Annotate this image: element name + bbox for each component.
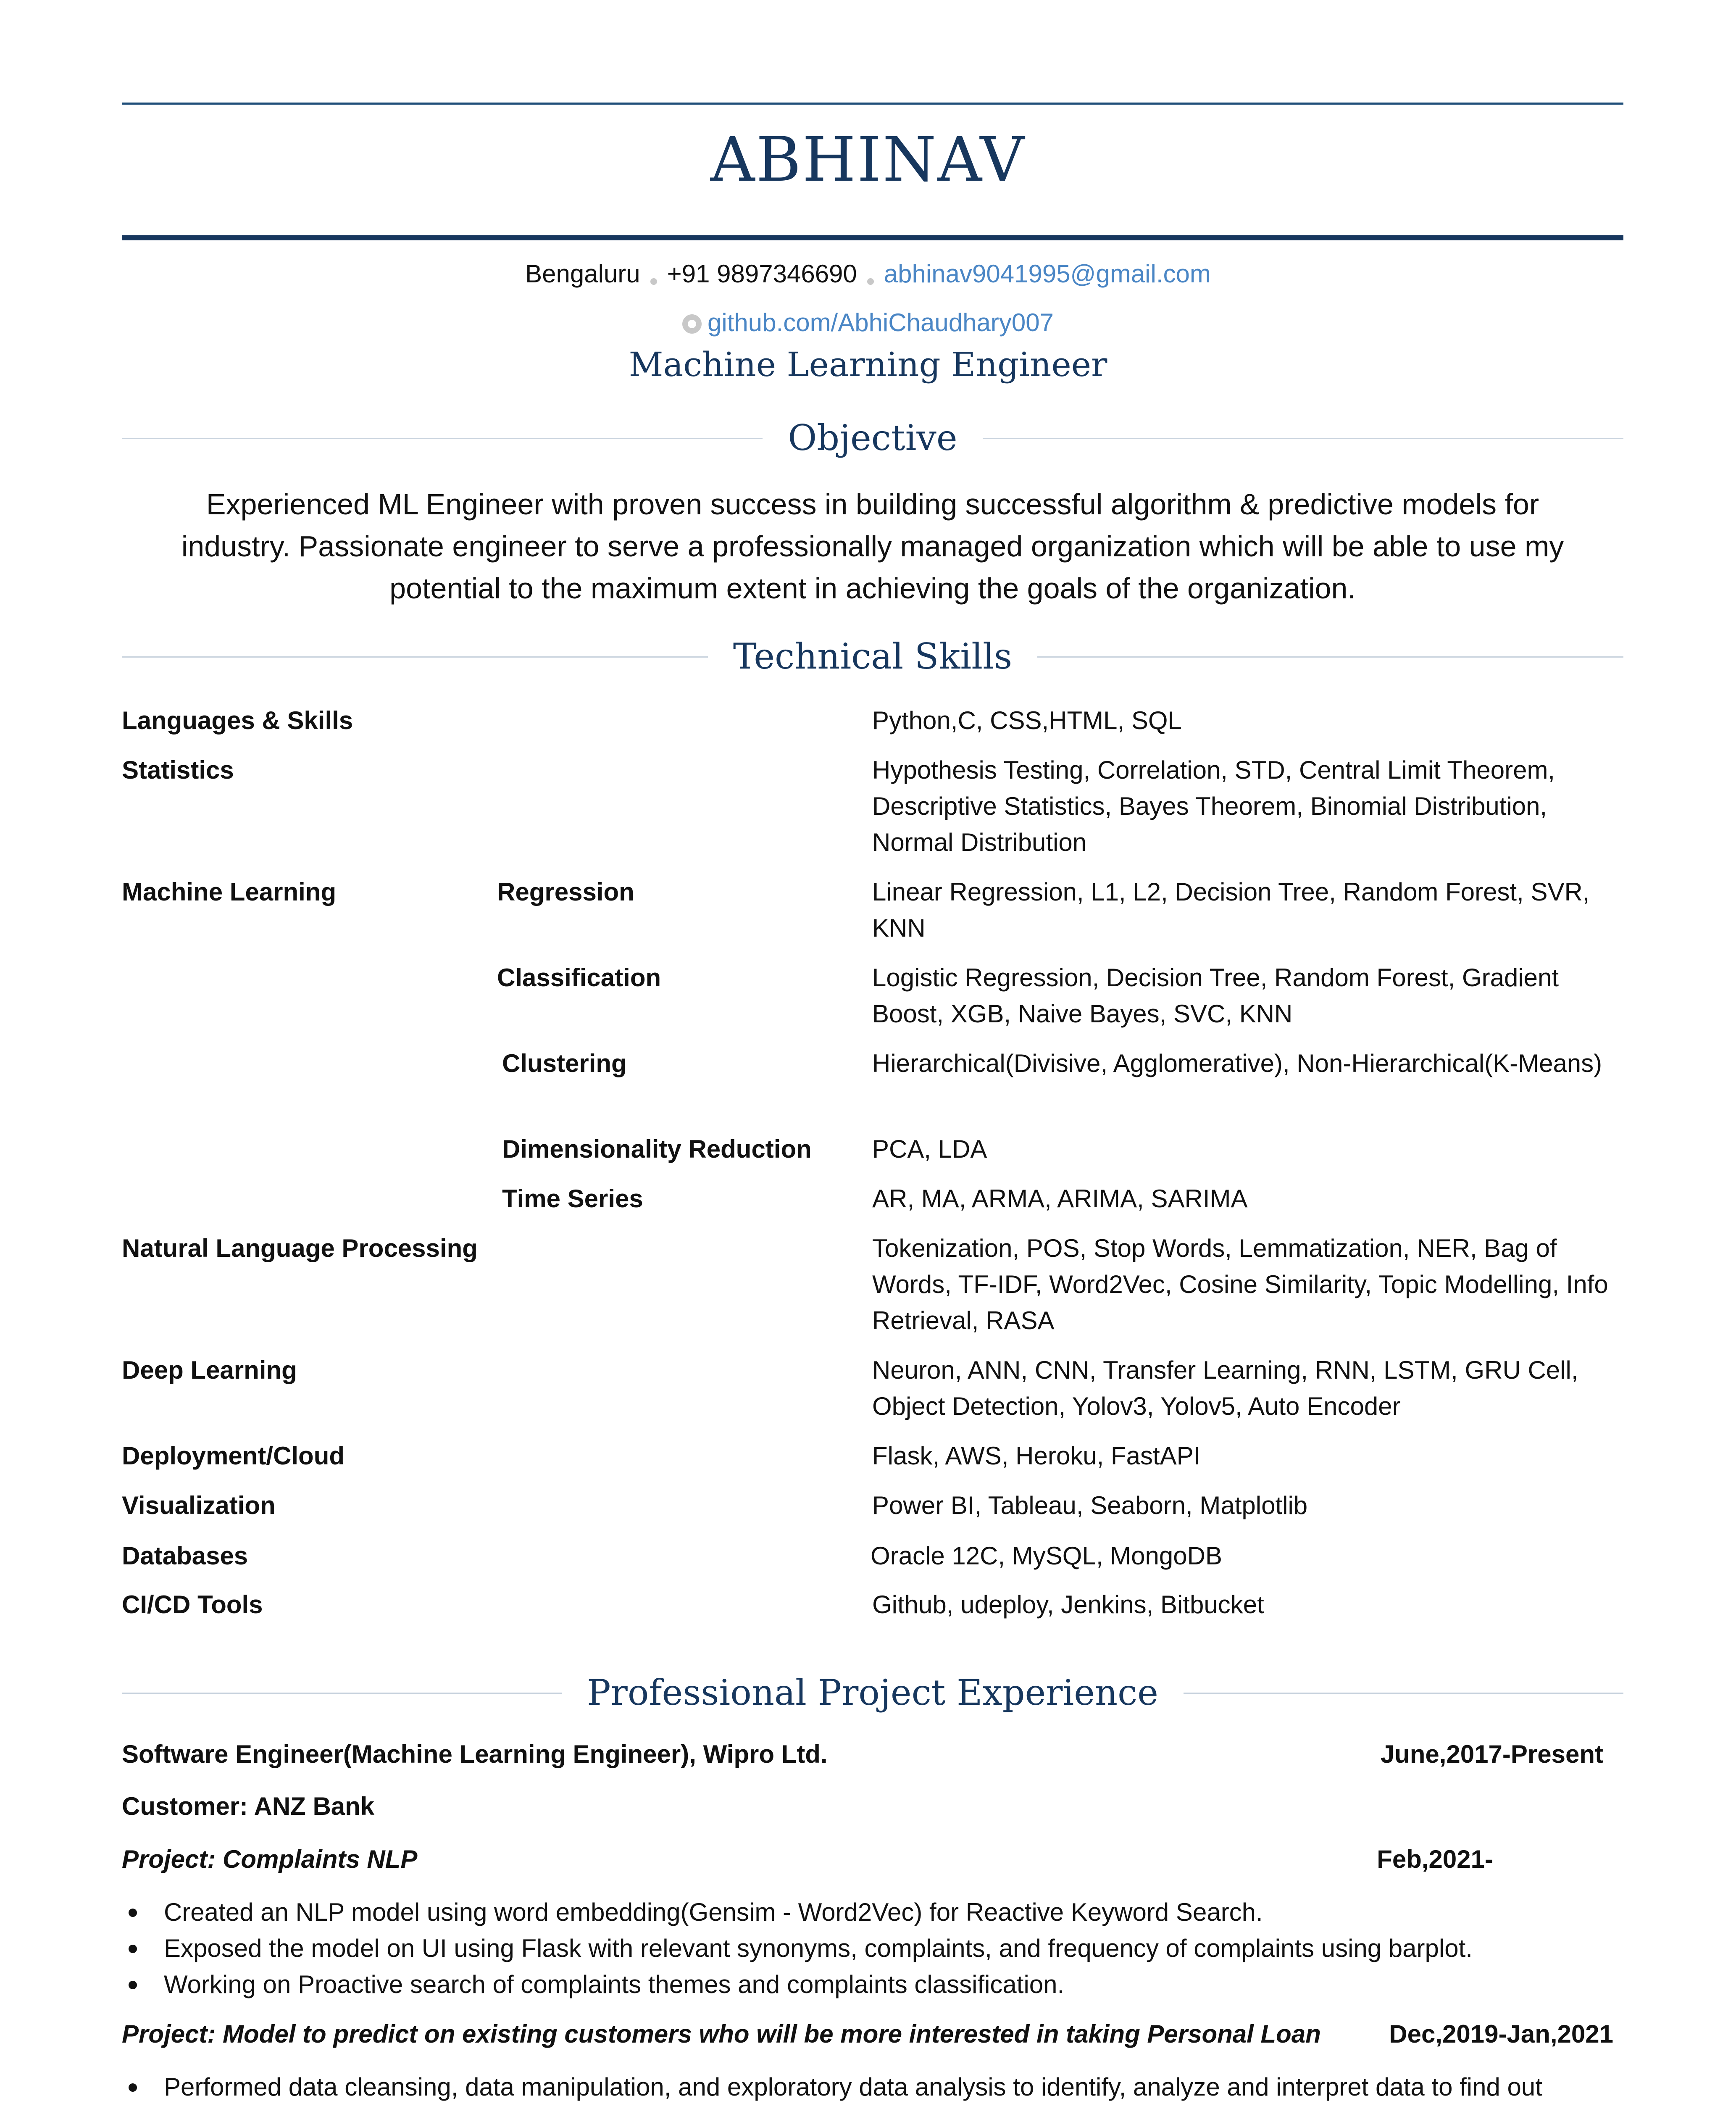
skill-category: CI/CD Tools bbox=[122, 1590, 263, 1619]
skill-value: Python,C, CSS,HTML, SQL bbox=[872, 706, 1182, 735]
skill-value: Linear Regression, L1, L2, Decision Tree, Random Forest, SVR, KNN bbox=[872, 878, 1590, 942]
skills-heading bbox=[122, 635, 1623, 677]
skill-value: AR, MA, ARMA, ARIMA, SARIMA bbox=[872, 1185, 1248, 1213]
skill-subcategory: Time Series bbox=[502, 1185, 643, 1213]
skill-category: Databases bbox=[122, 1542, 248, 1570]
skill-subcategory: Clustering bbox=[502, 1049, 627, 1077]
skill-category: Machine Learning bbox=[122, 878, 337, 906]
project-name: Project: Complaints NLP bbox=[122, 1845, 418, 1873]
section-title-text: Technical Skills bbox=[708, 636, 1037, 677]
skill-category: Deep Learning bbox=[122, 1356, 297, 1384]
skill-value: Hypothesis Testing, Correlation, STD, Central Limit Theorem, Descriptive Statistics, Bayes Theorem, Binomial Distribution, Normal Distribution bbox=[872, 756, 1555, 856]
skill-value: Flask, AWS, Heroku, FastAPI bbox=[872, 1442, 1201, 1470]
skill-value: Hierarchical(Divisive, Agglomerative), Non-Hierarchical(K-Means) bbox=[872, 1049, 1602, 1077]
skill-value: Tokenization, POS, Stop Words, Lemmatization, NER, Bag of Words, TF-IDF, Word2Vec, Cosine Similarity, Topic Modelling, Info Retrieval, RASA bbox=[872, 1234, 1608, 1335]
github-line bbox=[0, 306, 1736, 340]
section-title-text: Professional Project Experience bbox=[562, 1672, 1184, 1713]
skill-value: Logistic Regression, Decision Tree, Random Forest, Gradient Boost, XGB, Naive Bayes, SVC, KNN bbox=[872, 964, 1559, 1028]
skill-subcategory: Regression bbox=[497, 878, 634, 906]
section-title-text: Objective bbox=[763, 417, 982, 458]
objective-text: Experienced ML Engineer with proven success in building successful algorithm & predictive models for industry. Passionate engineer to serve a professionally managed organization which will be able to use my potential to the maximum extent in achieving the goals of the organization. bbox=[181, 488, 1564, 605]
experience-heading bbox=[122, 1672, 1623, 1714]
candidate-name: ABHINAV bbox=[710, 124, 1026, 195]
skills-title bbox=[122, 635, 1623, 677]
bullet-item: Exposed the model on UI using Flask with relevant synonyms, complaints, and frequency of complaints using barplot. bbox=[164, 1930, 1601, 1967]
name-underline bbox=[122, 235, 1623, 240]
skill-value: Github, udeploy, Jenkins, Bitbucket bbox=[872, 1590, 1264, 1619]
skill-value: PCA, LDA bbox=[872, 1135, 987, 1163]
project-dates: Dec,2019-Jan,2021 bbox=[1389, 2020, 1613, 2048]
objective-heading bbox=[122, 417, 1623, 459]
job-dates: June,2017-Present bbox=[1380, 1740, 1603, 1768]
job-role-title: Machine Learning Engineer bbox=[629, 345, 1107, 384]
skill-category: Statistics bbox=[122, 756, 234, 784]
contact-line bbox=[0, 257, 1736, 291]
skill-value: Oracle 12C, MySQL, MongoDB bbox=[871, 1542, 1222, 1570]
skill-value: Power BI, Tableau, Seaborn, Matplotlib bbox=[872, 1491, 1308, 1519]
project-dates: Feb,2021- bbox=[1377, 1845, 1493, 1873]
project-name: Project: Model to predict on existing customers who will be more interested in taking Personal Loan bbox=[122, 2020, 1321, 2048]
bullet-item: Performed data cleansing, data manipulation, and exploratory data analysis to identify, analyze and interpret data to find out bbox=[164, 2069, 1601, 2101]
skill-category: Deployment/Cloud bbox=[122, 1442, 345, 1470]
email-link[interactable]: abhinav9041995@gmail.com bbox=[884, 260, 1211, 288]
project-bullet-list bbox=[164, 2069, 1601, 2101]
skill-subcategory: Classification bbox=[497, 964, 661, 992]
project-bullet-list bbox=[164, 1894, 1601, 2003]
skill-category: Languages & Skills bbox=[122, 706, 353, 735]
phone-text: +91 9897346690 bbox=[667, 260, 857, 288]
skill-category: Natural Language Processing bbox=[122, 1234, 478, 1262]
skill-category: Visualization bbox=[122, 1491, 276, 1519]
separator-dot-icon bbox=[650, 278, 657, 285]
separator-dot-icon bbox=[867, 278, 874, 285]
github-icon bbox=[682, 314, 702, 334]
top-rule bbox=[122, 103, 1623, 105]
experience-title bbox=[122, 1672, 1623, 1714]
github-link[interactable]: github.com/AbhiChaudhary007 bbox=[708, 308, 1054, 337]
skill-subcategory: Dimensionality Reduction bbox=[502, 1135, 812, 1163]
skill-value: Neuron, ANN, CNN, Transfer Learning, RNN, LSTM, GRU Cell, Object Detection, Yolov3, Yolov5, Auto Encoder bbox=[872, 1356, 1578, 1420]
objective-title bbox=[122, 417, 1623, 459]
bullet-item: Created an NLP model using word embedding(Gensim - Word2Vec) for Reactive Keyword Search. bbox=[164, 1894, 1601, 1930]
customer-name: Customer: ANZ Bank bbox=[122, 1792, 375, 1820]
location-text: Bengaluru bbox=[525, 260, 640, 288]
bullet-item: Working on Proactive search of complaints themes and complaints classification. bbox=[164, 1967, 1601, 2003]
job-title: Software Engineer(Machine Learning Engineer), Wipro Ltd. bbox=[122, 1740, 828, 1768]
